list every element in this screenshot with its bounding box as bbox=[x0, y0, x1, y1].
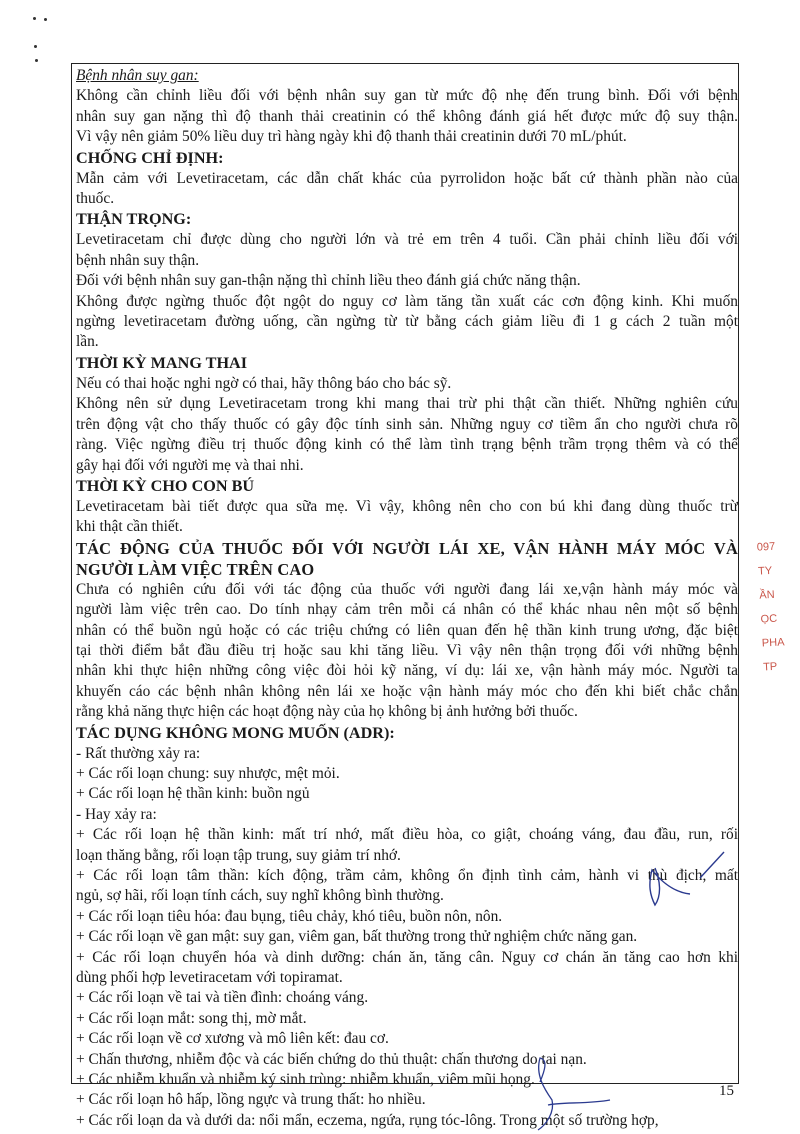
section-0 bbox=[76, 66, 738, 148]
text-line: Chưa có nghiên cứu đối với tác động của thuốc với người đang lái xe,vận hành máy móc và bbox=[76, 580, 738, 598]
text-line: - Rất thường xảy ra: bbox=[76, 744, 201, 762]
text-line: người làm việc trên cao. Do tính nhạy cảm trên mỗi cá nhân có thể khác nhau nên một số bệnh bbox=[76, 601, 738, 619]
text-line: + Các rối loạn tiêu hóa: đau bụng, tiêu chảy, khó tiêu, buồn nôn, nôn. bbox=[76, 907, 503, 925]
section-heading: NGƯỜI LÀM VIỆC TRÊN CAO bbox=[76, 559, 315, 579]
text-line: + Các rối loạn chung: suy nhược, mệt mỏi. bbox=[76, 764, 340, 782]
text-line: + Các rối loạn về gan mật: suy gan, viêm gan, bất thường trong thử nghiệm chức năng gan. bbox=[76, 928, 638, 946]
text-line: bệnh nhân suy thận. bbox=[76, 251, 200, 269]
text-line: + Các rối loạn hệ thần kinh: mất trí nhớ, mất điều hòa, co giật, choáng váng, đau đầu, run, rối bbox=[76, 826, 738, 844]
text-line: + Các rối loạn chuyển hóa và dinh dưỡng: chán ăn, tăng cân. Nguy cơ chán ăn tăng cao hơn khi bbox=[76, 948, 738, 966]
text-line: ngủ, sợ hãi, rối loạn tính cách, suy nghĩ không bình thường. bbox=[76, 887, 444, 905]
text-line: khi thật cần thiết. bbox=[76, 518, 183, 536]
text-line: + Các rối loạn hô hấp, lồng ngực và trung thất: ho nhiều. bbox=[76, 1091, 426, 1109]
text-line: Không nên sử dụng Levetiracetam trong khi mang thai trừ phi thật cần thiết. Những nghiên cứu bbox=[76, 395, 738, 413]
section-1 bbox=[76, 148, 738, 210]
text-line: thuốc. bbox=[76, 190, 115, 208]
section-3 bbox=[76, 353, 738, 476]
text-line: + Chấn thương, nhiễm độc và các biến chứng do thủ thuật: chấn thương do tai nạn. bbox=[76, 1050, 587, 1068]
text-line: trên động vật cho thấy thuốc có gây độc tính sinh sản. Những nguy cơ tiềm ẩn cho người chưa rõ bbox=[76, 415, 738, 433]
stamp-text: PHA bbox=[761, 636, 785, 650]
text-line: Đối với bệnh nhân suy gan-thận nặng thì chỉnh liều theo đánh giá chức năng thận. bbox=[76, 272, 581, 290]
section-heading: TÁC ĐỘNG CỦA THUỐC ĐỐI VỚI NGƯỜI LÁI XE, VẬN HÀNH MÁY MÓC VÀ bbox=[76, 538, 738, 558]
text-line: nhân khi thực hiện những công việc đòi hỏi kỹ năng, ví dụ: lái xe, vận hành máy móc. Người ta bbox=[76, 662, 738, 680]
text-line: nhân suy gan nặng thì độ thanh thải creatinin có thể không đánh giá hết được mức độ suy thận. bbox=[76, 107, 738, 125]
text-line: + Các nhiễm khuẩn và nhiễm ký sinh trùng: nhiễm khuẩn, viêm mũi họng. bbox=[76, 1071, 535, 1089]
section-heading: THỜI KỲ CHO CON BÚ bbox=[76, 476, 255, 495]
text-line: gây hại đối với người mẹ và thai nhi. bbox=[76, 456, 304, 474]
text-line: ràng. Việc ngừng điều trị thuốc động kinh có thể làm tình trạng bệnh trầm trọng thêm và có thể bbox=[76, 436, 738, 454]
section-5 bbox=[76, 538, 738, 723]
stamp-text: TY bbox=[757, 564, 773, 578]
text-line: Levetiracetam bài tiết được qua sữa mẹ. Vì vậy, không nên cho con bú khi đang dùng thuốc trừ bbox=[76, 497, 738, 515]
text-line: lần. bbox=[76, 333, 99, 351]
stamp-text: ẦN bbox=[759, 588, 775, 602]
section-heading: Bệnh nhân suy gan: bbox=[76, 67, 199, 84]
text-line: + Các rối loạn mắt: song thị, mờ mắt. bbox=[76, 1009, 307, 1027]
text-line: + Các rối loạn về tai và tiền đình: choáng váng. bbox=[76, 989, 369, 1007]
text-line: Nếu có thai hoặc nghi ngờ có thai, hãy thông báo cho bác sỹ. bbox=[76, 374, 452, 392]
text-line: Không được ngừng thuốc đột ngột do nguy cơ làm tăng tần xuất các cơn động kinh. Khi muốn bbox=[76, 292, 738, 310]
text-line: tại thời điểm bắt đầu điều trị hoặc sau khi tăng liều. Vì vậy nên thận trọng đối với những bệnh bbox=[76, 641, 738, 659]
document-body bbox=[76, 66, 738, 1131]
company-stamp bbox=[756, 535, 786, 680]
text-line: Vì vậy nên giảm 50% liều duy trì hàng ngày khi độ thanh thải creatinin dưới 70 mL/phút. bbox=[76, 128, 627, 146]
stamp-text: 097 bbox=[756, 540, 776, 554]
text-line: dùng phối hợp levetiracetam với topiramat. bbox=[76, 969, 343, 987]
section-6 bbox=[76, 723, 738, 1132]
text-line: + Các rối loạn tâm thần: kích động, trầm cảm, không ổn định tình cảm, hành vi thù địch, mất bbox=[76, 867, 738, 884]
text-line: Không cần chỉnh liều đối với bệnh nhân suy gan từ mức độ nhẹ đến trung bình. Đối với bệnh bbox=[76, 87, 738, 105]
text-line: + Các rối loạn về cơ xương và mô liên kết: đau cơ. bbox=[76, 1030, 389, 1048]
text-line: Mẫn cảm với Levetiracetam, các dẫn chất khác của pyrrolidon hoặc bất cứ thành phần nào của bbox=[76, 169, 738, 187]
section-heading: TÁC DỤNG KHÔNG MONG MUỐN (ADR): bbox=[76, 723, 395, 742]
section-4 bbox=[76, 476, 738, 538]
text-line: + Các rối loạn hệ thần kinh: buồn ngủ bbox=[76, 785, 310, 803]
section-heading: THỜI KỲ MANG THAI bbox=[76, 353, 248, 372]
section-heading: CHỐNG CHỈ ĐỊNH: bbox=[76, 148, 224, 167]
section-heading: THẬN TRỌNG: bbox=[76, 210, 192, 229]
stamp-text: ỌC bbox=[760, 612, 778, 626]
page-number: 15 bbox=[719, 1083, 734, 1099]
section-2 bbox=[76, 209, 738, 352]
text-line: Levetiracetam chỉ được dùng cho người lớn và trẻ em trên 4 tuổi. Cần phải chỉnh liều đối với bbox=[76, 231, 738, 249]
text-line: rằng khả năng thực hiện các hoạt động này của họ không bị ảnh hưởng bởi thuốc. bbox=[76, 703, 578, 721]
text-line: ngừng levetiracetam đường uống, cần ngừng từ từ bằng cách giảm liều đi 1 g cách 2 tuần một bbox=[76, 313, 738, 331]
text-line: - Hay xảy ra: bbox=[76, 805, 157, 823]
text-line: loạn thăng bằng, rối loạn tập trung, suy giảm trí nhớ. bbox=[76, 846, 401, 864]
stamp-text: TP bbox=[762, 660, 778, 674]
text-line: khuyến cáo các bệnh nhân không nên lái xe hoặc vận hành máy móc cho đến khi biết chắc chắn bbox=[76, 682, 738, 700]
text-line: + Các rối loạn da và dưới da: nổi mẩn, eczema, ngứa, rụng tóc-lông. Trong một số trường hợp, bbox=[76, 1111, 659, 1129]
text-line: nhân có thể buồn ngủ hoặc có các triệu chứng có liên quan đến hệ thần kinh trung ương, đặc biệt bbox=[76, 621, 738, 639]
